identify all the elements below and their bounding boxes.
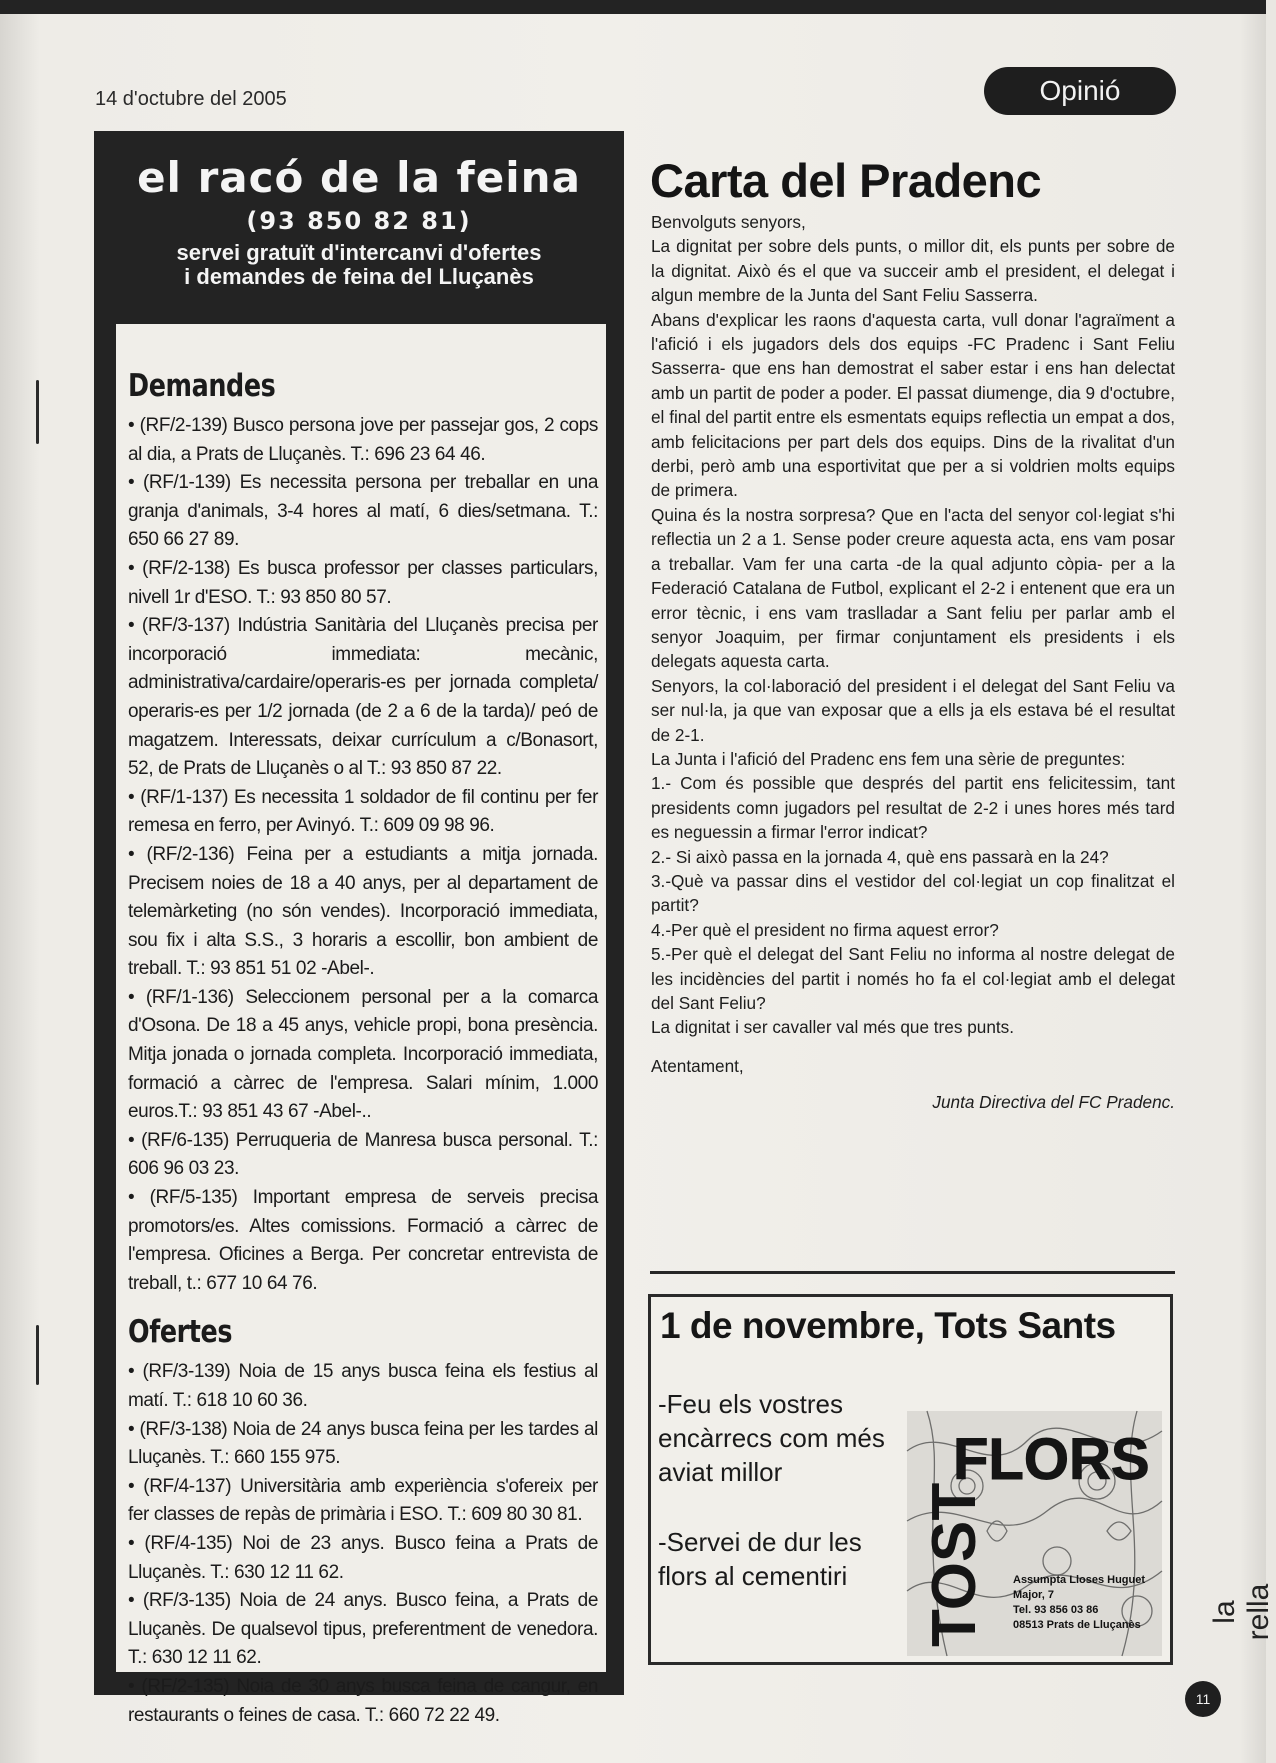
- offer-item: • (RF/2-135) Noia de 30 anys busca feina de cangur, en restaurants o feines de casa. T.: 660 72 22 49.: [128, 1675, 598, 1726]
- article-closing: Atentament,: [651, 1055, 744, 1076]
- scan-top-border: [0, 0, 1266, 14]
- binding-mark: [36, 380, 39, 444]
- offer-item: • (RF/4-135) Noi de 23 anys. Busco feina a Prats de Lluçanès. T.: 630 12 11 62.: [128, 1532, 598, 1583]
- section-divider: [650, 1271, 1175, 1274]
- article-question: 5.-Per què el delegat del Sant Feliu no informa al nostre delegat de les incidències del partit i només ho fa el col·legiat amb el delegat del Sant Feliu?: [651, 944, 1175, 1013]
- article-paragraph: Benvolguts senyors,: [651, 212, 806, 232]
- demandes-heading: Demandes: [128, 368, 276, 404]
- ad-line-orders: -Feu els vostres encàrrecs com més aviat millor: [658, 1389, 885, 1487]
- article-signature: Junta Directiva del FC Pradenc.: [932, 1092, 1175, 1113]
- article-question: 4.-Per què el president no firma aquest error?: [651, 919, 999, 940]
- job-board-subtitle-line1: servei gratuït d'intercanvi d'ofertes: [176, 240, 542, 265]
- ad-title: 1 de novembre, Tots Sants: [660, 1305, 1116, 1346]
- offer-item: • (RF/3-139) Noia de 15 anys busca feina els festius al matí. T.: 618 10 60 36.: [128, 1361, 598, 1411]
- demand-item: • (RF/3-137) Indústria Sanitària del Lluçanès precisa per incorporació immediata: mecànic, administrativa/cardaire/operaris-es per jornada completa/ operaris-es per 1/2 jornada (de 2 a 6 de la tarda)/ peó de magatzem. Interessats, deixar currículum a c/Bonasort, 52, de Prats de Lluçanès o al T.: 93 850 87 22.: [128, 615, 598, 780]
- demand-item: • (RF/6-135) Perruqueria de Manresa busca personal. T.: 606 96 03 23.: [128, 1129, 598, 1180]
- page-number: 11: [1185, 1681, 1221, 1717]
- job-board-listings: [116, 324, 606, 1726]
- demand-item: • (RF/5-135) Important empresa de serveis precisa promotors/es. Altes comissions. Formació a càrrec de l'empresa. Oficines a Berga. Per concretar entrevista de treball, t.: 677 10 64 76.: [128, 1187, 598, 1294]
- article-question: 2.- Si això passa en la jornada 4, què ens passarà en la 24?: [651, 846, 1109, 867]
- listings-column: [128, 368, 598, 1730]
- article-paragraph: Senyors, la col·laboració del president i el delegat del Sant Feliu va ser nul·la, ja que van exposar que a ells ja els estava bé el resultat de 2-1.: [651, 675, 1175, 745]
- demand-item: • (RF/1-137) Es necessita 1 soldador de fil continu per fer remesa en ferro, per Avinyó. T.: 609 09 98 96.: [128, 786, 598, 837]
- article-paragraph: Quina és la nostra sorpresa? Que en l'acta del senyor col·legiat s'hi reflectia un 2 a 1. Sense poder creure aquesta acta, ens vam posar a treballar. Vam fer una carta -de la qual adjunto còpia- per a la Federació Catalana de Futbol, explicant el 2-2 i entenent que era un error tècnic, i ens vam traslladar a Sant feliu per parlar amb el senyor Joaquim, per firmar conjuntament els presidents i els delegats aquesta carta.: [651, 504, 1175, 672]
- contact-street: Major, 7: [1013, 1589, 1054, 1601]
- article-title: Carta del Pradenc: [650, 154, 1042, 207]
- article-paragraph: La dignitat per sobre dels punts, o millor dit, els punts per sobre de la dignitat. Això és el que va succeir amb el president, el delegat i algun membre de la Junta del Sant Feliu Sasserra.: [651, 236, 1175, 306]
- job-board-box: [94, 131, 624, 1726]
- issue-date: 14 d'octubre del 2005: [95, 88, 287, 110]
- contact-name: Assumpta Lloses Huguet: [1013, 1574, 1146, 1586]
- article-body: [651, 210, 1175, 1115]
- offer-item: • (RF/3-135) Noia de 24 anys. Busco feina, a Prats de Lluçanès. De qualsevol tipus, preferentment de venedora. T.: 630 12 11 62.: [128, 1590, 598, 1669]
- article-paragraph: La Junta i l'afició del Pradenc ens fem una sèrie de preguntes:: [651, 748, 1126, 769]
- contact-phone: Tel. 93 856 03 86: [1013, 1604, 1099, 1616]
- florist-ad: [648, 1294, 1173, 1665]
- article-paragraph: La dignitat i ser cavaller val més que tres punts.: [651, 1017, 1015, 1038]
- florist-logo-panel: [907, 1411, 1162, 1656]
- job-board-subtitle: [94, 241, 624, 289]
- wordmark-flors: FLORS: [953, 1427, 1150, 1492]
- demand-item: • (RF/1-139) Es necessita persona per treballar en una granja d'animals, 3-4 hores al matí, 6 dies/setmana. T.: 650 66 27 89.: [128, 472, 598, 551]
- ofertes-heading: Ofertes: [128, 1314, 233, 1351]
- ad-line-service: -Servei de dur les flors al cementiri: [658, 1527, 862, 1591]
- article-question: 3.-Què va passar dins el vestidor del col·legiat un cop finalitzat el partit?: [651, 870, 1175, 916]
- offer-item: • (RF/4-137) Universitària amb experiència s'ofereix per fer classes de repàs de primària i ESO. T.: 609 80 30 81.: [128, 1475, 598, 1526]
- article-question: 1.- Com és possible que després del partit ens felicitessim, tant presidents comn jugadors pel resultat de 2-2 i unes hores més tard es neguessin a firmar l'error indicat?: [651, 773, 1175, 843]
- demand-item: • (RF/2-138) Es busca professor per classes particulars, nivell 1r d'ESO. T.: 93 850 80 57.: [128, 557, 598, 608]
- section-label: Opinió: [984, 67, 1176, 115]
- florist-contact: [1013, 1573, 1145, 1633]
- wordmark-tost: TOST: [920, 1482, 989, 1647]
- job-board-phone: (93 850 82 81): [246, 207, 472, 235]
- demand-item: • (RF/1-136) Seleccionem personal per a la comarca d'Osona. De 18 a 45 anys, vehicle propi, bona presència. Mitja jonada o jornada completa. Incorporació immediata, formació a càrrec de l'empresa. Salari mínim, 1.000 euros.T.: 93 851 43 67 -Abel-..: [128, 986, 598, 1123]
- binding-mark: [36, 1325, 39, 1385]
- publication-brand: la rella: [1208, 1583, 1275, 1641]
- contact-city: 08513 Prats de Lluçanès: [1013, 1619, 1141, 1631]
- article-paragraph: Abans d'explicar les raons d'aquesta carta, vull donar l'agraïment a l'afició i els jugadors dels dos equips -FC Pradenc i Sant Feliu Sasserra- que ens han demostrat el saber estar i ens han delectat amb un partit de poder a poder. El passat diumenge, dia 9 d'octubre, el final del partit entre els esmentats equips reflectia un empat a dos, amb felicitacions per part dels dos equips. Dins de la rivalitat d'un derbi, però amb una esportivitat que per a si voldrien molts equips de primera.: [651, 309, 1175, 501]
- demand-item: • (RF/2-136) Feina per a estudiants a mitja jornada. Precisem noies de 18 a 40 anys, per al departament de telemàrketing (no són vendes). Incorporació immediata, sou fix i alta S.S., 3 horaris a escollir, bon ambient de treball. T.: 93 851 51 02 -Abel-.: [128, 843, 598, 980]
- job-board-title: el racó de la feina: [137, 153, 581, 202]
- demand-item: • (RF/2-139) Busco persona jove per passejar gos, 2 cops al dia, a Prats de Lluçanès. T.: 696 23 64 46.: [128, 415, 598, 465]
- offer-item: • (RF/3-138) Noia de 24 anys busca feina per les tardes al Lluçanès. T.: 660 155 975.: [128, 1418, 598, 1469]
- job-board-subtitle-line2: i demandes de feina del Lluçanès: [184, 264, 534, 289]
